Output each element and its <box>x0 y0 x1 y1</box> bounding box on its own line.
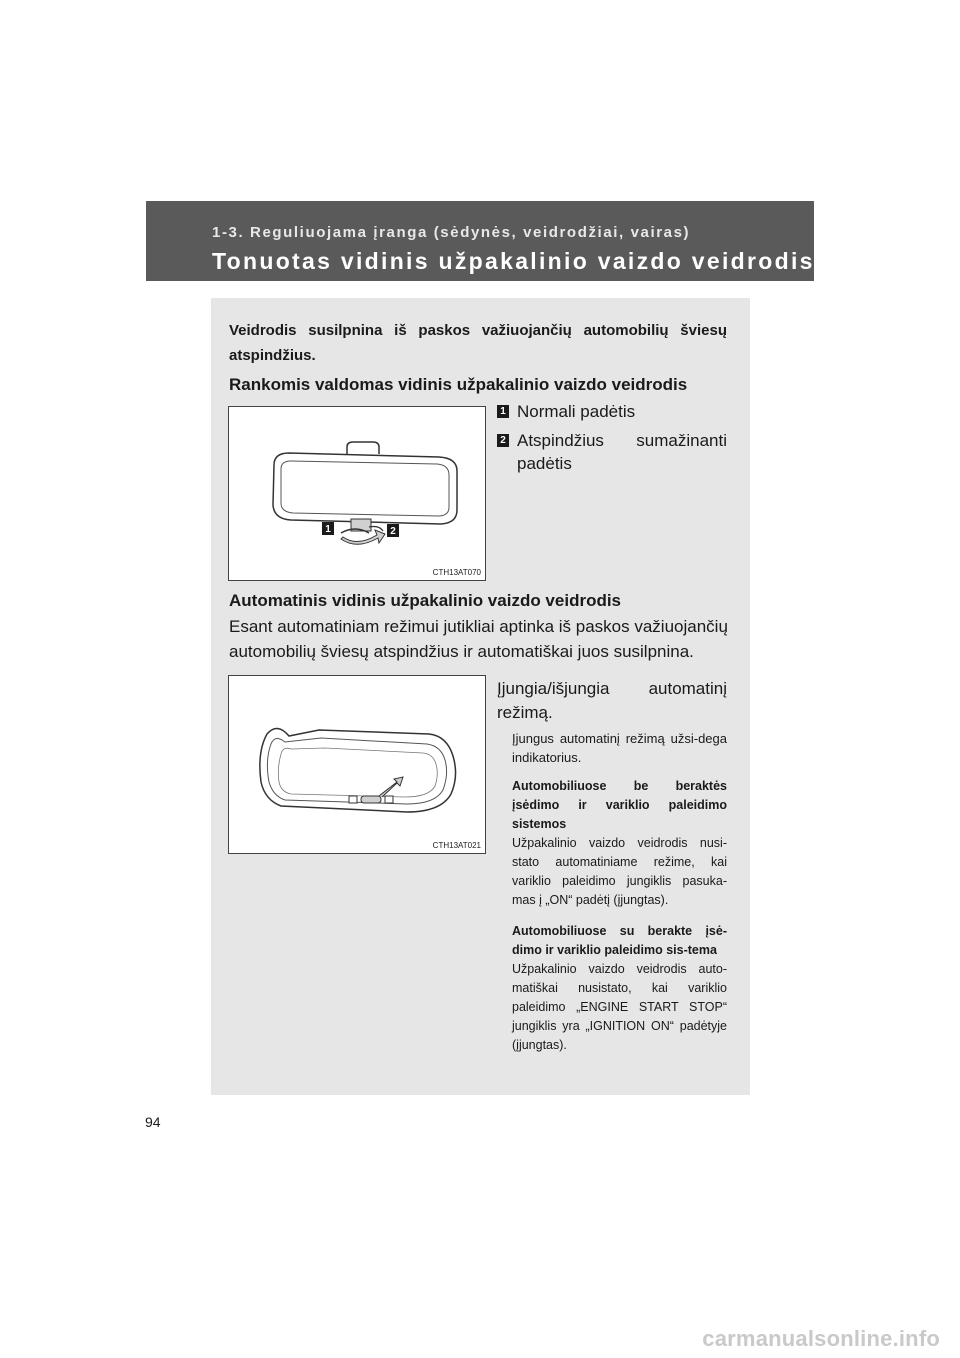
legend-text-2-line2: padėtis <box>517 454 572 473</box>
auto-mirror-illustration <box>229 676 485 853</box>
figure-code: CTH13AT021 <box>432 841 481 850</box>
lead-word-1: Įjungia/išjungia <box>497 679 610 698</box>
auto-mode-lead <box>497 677 727 725</box>
page-title: Tonuotas vidinis užpakalinio vaizdo veidrodis <box>212 248 815 274</box>
watermark: carmanualsonline.info <box>702 1326 940 1351</box>
manual-mirror-figure <box>228 406 486 581</box>
note-with-smart-key <box>512 922 727 1055</box>
legend-text-1: Normali padėtis <box>517 402 636 421</box>
figure-code: CTH13AT070 <box>432 568 481 577</box>
intro-text: Veidrodis susilpnina iš paskos važiuojančių automobilių šviesų atspindžius. <box>229 322 727 364</box>
note-with-smart-key-body: Užpakalinio vaizdo veidrodis auto-matiškai nusistato, kai variklio paleidimo „ENGINE START STOP“ jungiklis yra „IGNITION ON“ padėtyje (įjungtas). <box>512 962 727 1052</box>
note-indicator <box>512 729 727 767</box>
auto-mirror-figure <box>228 675 486 854</box>
lead-word-2: automatinį <box>648 679 727 698</box>
note-without-smart-key-body: Užpakalinio vaizdo veidrodis nusi-stato automatiniame režime, kai variklio paleidimo jungiklis pasuka-mas į „ON“ padėtį (įjungtas). <box>512 836 727 907</box>
section-header <box>146 201 814 281</box>
note-without-smart-key-heading: Automobiliuose be beraktės įsėdimo ir variklio paleidimo sistemos <box>512 779 727 831</box>
svg-text:1: 1 <box>325 524 331 535</box>
legend-text-2-line1: Atspindžius sumažinanti <box>517 431 727 450</box>
legend-number-1: 1 <box>497 405 509 418</box>
note-indicator-text: Įjungus automatinį režimą užsi-dega indikatorius. <box>512 731 727 765</box>
lead-line-2: režimą. <box>497 703 553 722</box>
auto-mirror-description: Esant automatiniam režimui jutikliai aptinka iš paskos važiuojančių automobilių šviesų atspindžius ir automatiškai juos susilpnina. <box>229 617 728 661</box>
section-label: 1-3. Reguliuojama įranga (sėdynės, veidrodžiai, vairas) <box>212 224 691 241</box>
auto-mirror-heading: Automatinis vidinis užpakalinio vaizdo veidrodis <box>229 591 622 610</box>
page-number: 94 <box>145 1114 161 1130</box>
legend-number-2: 2 <box>497 434 509 447</box>
note-with-smart-key-heading: Automobiliuose su berakte įsė-dimo ir variklio paleidimo sis-tema <box>512 924 727 957</box>
note-without-smart-key <box>512 777 727 910</box>
manual-mirror-heading: Rankomis valdomas vidinis užpakalinio vaizdo veidrodis <box>229 375 688 394</box>
svg-text:2: 2 <box>390 526 396 537</box>
manual-mirror-illustration <box>229 407 485 580</box>
